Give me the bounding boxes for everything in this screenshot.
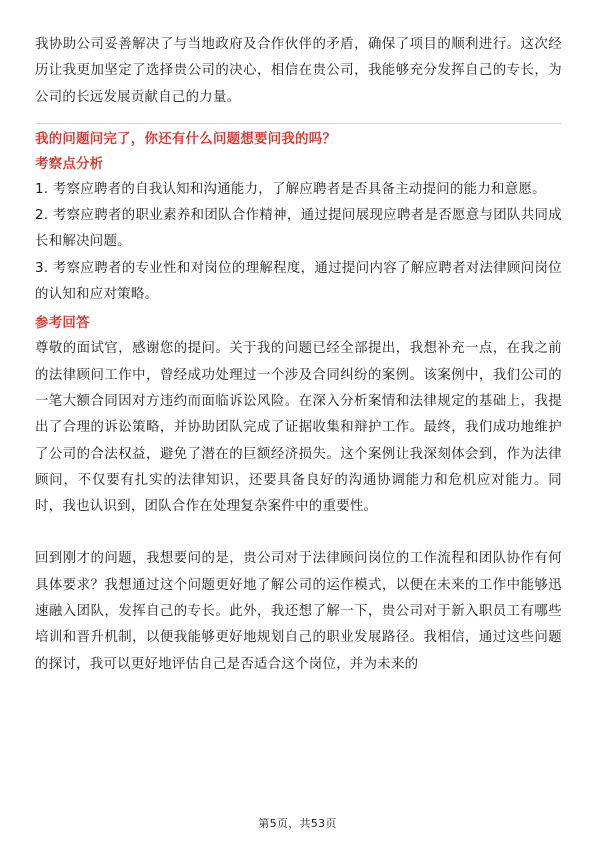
analysis-item-1: 1. 考察应聘者的自我认知和沟通能力，了解应聘者是否具备主动提问的能力和意愿。 [35, 181, 546, 197]
interview-question: 我的问题问完了，你还有什么问题想要问我的吗？ [35, 131, 337, 147]
answer-paragraph-1: 尊敬的面试官，感谢您的提问。关于我的问题已经全部提出，我想补充一点，在我之前的法律顾问工作中，曾经成功处理过一个涉及合同纠纷的案例。该案例中，我们公司的一笔大额合同因对方违约而面临诉讼风险。在深入分析案情和法律规定的基础上，我提出了合理的诉讼策略，并协助团队完成了证据收集和辩护工作。最终，我们成功地维护了公司的合法权益，避免了潜在的巨额经济损失。这个案例让我深刻体会到，作为法律顾问，不仅要有扎实的法律知识，还要具备良好的沟通协调能力和危机应对能力。同时，我也认识到，团队合作在处理复杂案件中的重要性。 [35, 341, 562, 515]
analysis-item-2: 2. 考察应聘者的职业素养和团队合作精神，通过提问展现应聘者是否愿意与团队共同成长和解决问题。 [35, 208, 562, 250]
intro-paragraph: 我协助公司妥善解决了与当地政府及合作伙伴的矛盾，确保了项目的顺利进行。这次经历让我更加坚定了选择贵公司的决心，相信在贵公司，我能够充分发挥自己的专长，为公司的长远发展贡献自己的力量。 [35, 37, 562, 105]
answer-paragraph-2: 回到刚才的问题，我想要问的是，贵公司对于法律顾问岗位的工作流程和团队协作有何具体要求？我想通过这个问题更好地了解公司的运作模式，以便在未来的工作中能够迅速融入团队，发挥自己的专长。此外，我还想了解一下，贵公司对于新入职员工有哪些培训和晋升机制，以便我能够更好地规划自己的职业发展路径。我相信，通过这些问题的探讨，我可以更好地评估自己是否适合这个岗位，并为未来的 [35, 551, 562, 672]
analysis-item-3: 3. 考察应聘者的专业性和对岗位的理解程度，通过提问内容了解应聘者对法律顾问岗位的认知和应对策略。 [35, 260, 562, 303]
page-footer: 第5页，共53页 [258, 817, 337, 830]
answer-title: 参考回答 [35, 316, 90, 332]
analysis-title: 考察点分析 [35, 156, 104, 172]
paragraph-spacer [35, 520, 562, 546]
page-content [35, 32, 562, 678]
section-divider [35, 123, 562, 124]
